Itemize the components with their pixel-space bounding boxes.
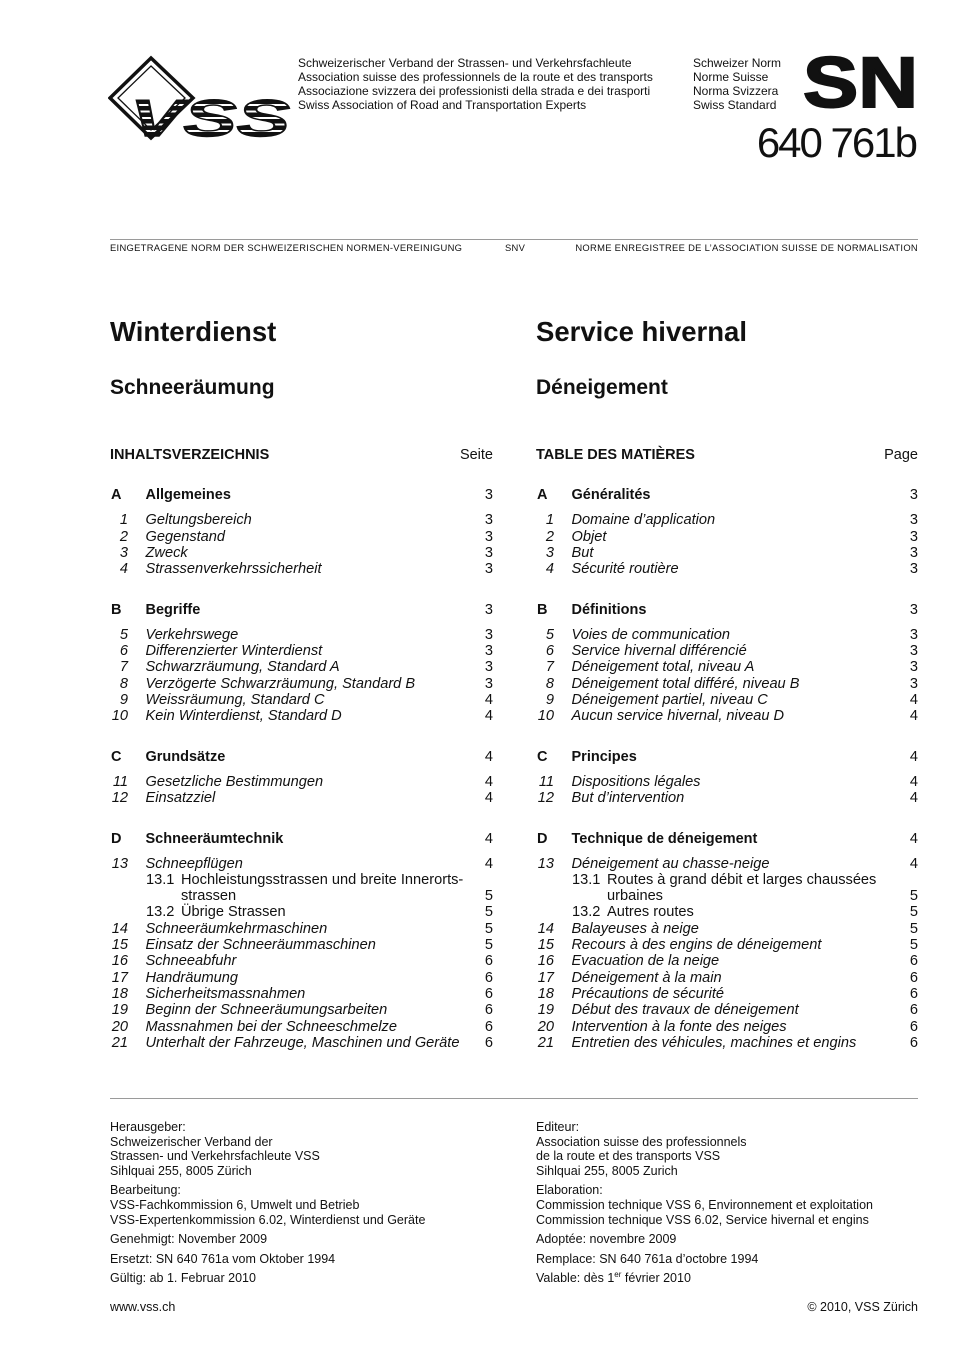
toc-subentry [110,872,493,888]
norm-labels [693,56,781,112]
toc-entry [536,545,918,561]
toc-entry-number: 9 [545,692,554,709]
toc-section-letter: C [537,748,548,765]
toc-section-row [536,749,918,765]
toc-entry-title: Intervention à la fonte des neiges [571,1018,787,1035]
toc-entry-page: 4 [484,708,493,725]
toc-entry-number: 13 [537,855,554,872]
toc-entry-title: Gesetzliche Bestimmungen [145,773,324,790]
vss-logo [108,54,296,142]
toc-entry-number: 19 [111,1002,128,1019]
footer-line: Bearbeitung: [110,1183,181,1198]
toc-subentry-continuation [110,888,493,904]
toc-entry [536,937,918,953]
toc-heading-row [536,447,918,463]
footer-info-group [536,1232,873,1247]
toc-section-title: Généralités [571,487,651,504]
toc-entry-page: 6 [484,1018,493,1035]
toc-entry-title: Déneigement à la main [571,969,722,986]
toc-entry-title: But d’intervention [571,790,685,807]
footer-info-group [536,1271,873,1286]
norm-label-it: Norma Svizzera [693,84,779,98]
toc-entry [110,986,493,1002]
toc-section-page: 3 [909,487,918,504]
toc-entry-title: Einsatzziel [145,790,216,807]
toc-entry-title: Gegenstand [145,528,226,545]
website-url: www.vss.ch [110,1300,176,1314]
footer-line-text: février 2010 [621,1271,691,1286]
toc-entry-page: 3 [484,675,493,692]
toc-entry-title: Schneeräumkehrmaschinen [145,920,328,937]
toc-section-title: Grundsätze [145,748,226,765]
norm-label-fr: Norme Suisse [693,70,769,84]
toc-entry-page: 6 [484,953,493,970]
toc-section-row [110,487,493,503]
toc-entry-page: 6 [909,985,918,1002]
toc-section-row [536,487,918,503]
footer-info-group [110,1120,425,1178]
toc-entry [110,643,493,659]
toc-entry-number: 4 [119,561,128,578]
document-subtitle-fr: Déneigement [536,376,668,399]
toc-entry [110,937,493,953]
footer-line: Ersetzt: SN 640 761a vom Oktober 1994 [110,1251,336,1266]
toc-entry [110,545,493,561]
toc-entry-page: 6 [484,985,493,1002]
footer-line: Strassen- und Verkehrsfachleute VSS [110,1149,320,1164]
organisation-name-fr: Association suisse des professionnels de la route et des transports [298,70,653,84]
toc-section-row [110,831,493,847]
footer-info-fr [536,1120,873,1286]
toc-entry-page: 3 [909,545,918,562]
registration-text-de: EINGETRAGENE NORM DER SCHWEIZERISCHEN NORMEN-VEREINIGUNG [110,242,463,253]
toc-entry-number: 11 [538,773,554,790]
toc-section-letter: A [537,487,548,504]
toc-heading: TABLE DES MATIÈRES [536,447,695,463]
footer-line: Elaboration: [536,1183,603,1198]
footer-line: VSS-Fachkommission 6, Umwelt und Betrieb [110,1197,360,1212]
toc-entry-number: 14 [537,920,554,937]
toc-entry-page: 3 [484,512,493,529]
toc-entry-number: 18 [111,985,128,1002]
toc-entry-number: 13 [111,855,128,872]
toc-entry-page: 4 [909,708,918,725]
toc-entry [536,676,918,692]
footer-line-superscript: er [614,1270,622,1280]
toc-section-title: Begriffe [145,601,201,618]
toc-entry-title: Einsatz der Schneeräummaschinen [145,937,376,954]
toc-entry [536,986,918,1002]
footer-info-group [536,1120,873,1178]
toc-entry-number: 10 [537,708,554,725]
toc-entry-title: Déneigement total différé, niveau B [571,675,800,692]
footer-line: Adoptée: novembre 2009 [536,1232,677,1247]
toc-entry-page: 4 [484,855,493,872]
toc-entry-page: 6 [909,953,918,970]
toc-entry-title: Sécurité routière [571,561,679,578]
toc-section-letter: B [111,601,122,618]
toc-section-letter: A [111,487,122,504]
toc-entry-title: Balayeuses à neige [571,920,699,937]
toc-entry [536,659,918,675]
toc-entry-page: 3 [909,626,918,643]
toc-entry-number: 14 [111,920,128,937]
toc-entry-title: Sicherheitsmassnahmen [145,985,306,1002]
toc-entry [110,708,493,724]
toc-entry-title: Déneigement total, niveau A [571,659,755,676]
toc-entry [536,1019,918,1035]
toc-entry-page: 5 [909,937,918,954]
toc-section-title: Allgemeines [145,487,231,504]
toc-entry [110,529,493,545]
table-of-contents-de [110,447,493,1051]
norm-number: 640 761b [756,119,916,166]
toc-entry-title: But [571,545,594,562]
toc-entry-number: 6 [119,643,128,660]
toc-entry-title: Unterhalt der Fahrzeuge, Maschinen und Geräte [145,1034,460,1051]
toc-entry-page: 3 [484,626,493,643]
toc-section-row [110,602,493,618]
toc-section-page: 3 [484,487,493,504]
toc-entry-number: 2 [119,528,128,545]
toc-entry [110,1035,493,1051]
footer-line: Herausgeber: [110,1120,186,1134]
toc-entry-number: 17 [537,969,554,986]
toc-entry-page: 4 [909,790,918,807]
toc-entry-number: 20 [111,1018,128,1035]
toc-section-row [536,602,918,618]
toc-section-row [536,831,918,847]
toc-subentry-page: 5 [484,888,493,905]
toc-entry-title: Handräumung [145,969,238,986]
toc-entry-page: 3 [909,561,918,578]
toc-section-letter: C [111,748,122,765]
footer-info-de [110,1120,425,1286]
toc-entry-title: Domaine d’application [571,512,716,529]
toc-entry-title: Zweck [145,545,188,562]
toc-entry-number: 17 [111,969,128,986]
toc-page-label: Page [884,447,918,463]
toc-section-title: Schneeräumtechnik [145,830,284,847]
toc-entry [110,1002,493,1018]
toc-entry-number: 18 [537,985,554,1002]
footer-line: Editeur: [536,1120,580,1134]
toc-subentry-continuation [536,888,918,904]
toc-entry-number: 1 [545,512,554,529]
toc-entry-title: Kein Winterdienst, Standard D [145,708,342,725]
toc-entry [110,921,493,937]
toc-entry-number: 5 [545,626,554,643]
toc-subentry-number: 13.1 [572,871,601,888]
toc-entry-title: Massnahmen bei der Schneeschmelze [145,1018,397,1035]
toc-entry-number: 21 [111,1034,128,1051]
footer-line: Commission technique VSS 6, Environnement et exploitation [536,1197,873,1212]
toc-entry-page: 3 [484,659,493,676]
organisation-name-en: Swiss Association of Road and Transportation Experts [298,98,587,112]
toc-entry-title: Dispositions légales [571,773,701,790]
document-subtitle-de: Schneeräumung [110,376,275,399]
toc-section-page: 3 [909,601,918,618]
toc-section-letter: D [111,830,122,847]
organisation-name-de: Schweizerischer Verband der Strassen- und Verkehrsfachleute [298,56,632,70]
toc-section-letter: B [537,601,548,618]
toc-subentry-page: 5 [484,904,493,921]
toc-entry [536,953,918,969]
toc-entry-page: 3 [484,561,493,578]
sn-logo [802,54,922,112]
toc-entry [536,774,918,790]
toc-subentry-title-line: urbaines [607,888,663,905]
toc-entry-title: Précautions de sécurité [571,985,725,1002]
toc-entry [536,561,918,577]
toc-entry-page: 5 [484,920,493,937]
toc-entry-number: 11 [112,773,128,790]
organisation-name-it: Associazione svizzera dei professionisti della strada e dei trasporti [298,84,651,98]
footer-line: VSS-Expertenkommission 6.02, Winterdienst und Geräte [110,1212,426,1227]
toc-section-page: 4 [484,748,493,765]
footer-line: Genehmigt: November 2009 [110,1232,268,1247]
toc-entry-title: Schwarzräumung, Standard A [145,659,340,676]
toc-entry-number: 21 [537,1034,554,1051]
footer-line: Remplace: SN 640 761a d’octobre 1994 [536,1251,759,1266]
norm-label-en: Swiss Standard [693,98,777,112]
toc-entry-page: 4 [909,773,918,790]
toc-section-title: Définitions [571,601,647,618]
toc-entry [110,1019,493,1035]
toc-entry [536,512,918,528]
toc-entry [110,970,493,986]
toc-entry-title: Déneigement partiel, niveau C [571,692,768,709]
toc-entry-number: 15 [537,937,554,954]
footer-line: Sihlquai 255, 8005 Zürich [110,1163,252,1178]
toc-entry-page: 4 [484,773,493,790]
toc-entry-title: Aucun service hivernal, niveau D [571,708,785,725]
toc-subentry-title-line: Routes à grand débit et larges chaussées [607,871,877,888]
toc-entry [536,529,918,545]
footer-line-text: Valable: dès 1 [536,1271,615,1286]
toc-entry-number: 8 [119,675,128,692]
footer-line: Commission technique VSS 6.02, Service hivernal et engins [536,1212,869,1227]
toc-subentry-title-line: Übrige Strassen [181,904,286,921]
toc-entry-title: Differenzierter Winterdienst [145,643,323,660]
toc-heading-row [110,447,493,463]
toc-entry-page: 3 [909,643,918,660]
toc-entry-number: 3 [119,545,128,562]
toc-entry-title: Objet [571,528,607,545]
toc-section-title: Principes [571,748,637,765]
toc-entry [110,856,493,872]
toc-entry [536,643,918,659]
toc-entry-page: 4 [484,692,493,709]
sn-logo-lettering: SN [803,54,918,112]
toc-entry-page: 6 [909,1034,918,1051]
footer-line: Schweizerischer Verband der [110,1134,273,1149]
toc-entry-number: 6 [545,643,554,660]
toc-section-row [110,749,493,765]
toc-subentry [536,872,918,888]
toc-entry-title: Evacuation de la neige [571,953,720,970]
toc-section-title: Technique de déneigement [571,830,758,847]
toc-entry-title: Beginn der Schneeräumungsarbeiten [145,1002,388,1019]
toc-entry-page: 3 [909,528,918,545]
toc-entry-number: 12 [111,790,128,807]
organisation-names [298,56,653,112]
toc-entry-page: 3 [484,528,493,545]
toc-entry-page: 5 [484,937,493,954]
footer-line: de la route et des transports VSS [536,1149,721,1164]
table-of-contents-fr [536,447,918,1051]
document-title-de: Winterdienst [110,316,277,347]
toc-entry-page: 4 [909,855,918,872]
footer-line: Gültig: ab 1. Februar 2010 [110,1271,256,1286]
toc-entry [110,561,493,577]
toc-entry-page: 3 [909,675,918,692]
toc-entry-page: 4 [484,790,493,807]
toc-subentry [536,904,918,920]
toc-entry-number: 19 [537,1002,554,1019]
footer-info-group [110,1232,425,1247]
footer-info-group [536,1252,873,1267]
toc-entry-number: 10 [111,708,128,725]
toc-entry-number: 2 [545,528,554,545]
toc-subentry-number: 13.2 [146,904,175,921]
toc-entry-title: Verzögerte Schwarzräumung, Standard B [145,675,416,692]
toc-entry [536,790,918,806]
toc-entry-page: 5 [909,920,918,937]
toc-entry [536,708,918,724]
registration-text-fr: NORME ENREGISTREE DE L’ASSOCIATION SUISSE DE NORMALISATION [575,242,918,253]
toc-entry-page: 6 [909,969,918,986]
toc-entry-title: Schneepflügen [145,855,243,872]
toc-entry [110,512,493,528]
toc-entry-title: Entretien des véhicules, machines et engins [571,1034,857,1051]
toc-entry [536,856,918,872]
toc-entry-page: 6 [484,1002,493,1019]
toc-entry-page: 6 [484,969,493,986]
toc-entry [536,970,918,986]
footer-line [536,1271,873,1286]
toc-subentry-title-line: strassen [181,888,237,905]
footer-info-group [110,1271,425,1286]
toc-entry-title: Voies de communication [571,626,730,643]
toc-entry-title: Service hivernal différencié [571,643,747,660]
toc-entry-number: 1 [119,512,128,529]
toc-entry-number: 8 [545,675,554,692]
norm-label-de: Schweizer Norm [693,56,782,70]
toc-subentry-title-line: Hochleistungsstrassen und breite Innerorts- [181,871,464,888]
toc-entry [536,921,918,937]
toc-entry-page: 3 [484,643,493,660]
toc-entry-number: 7 [119,659,128,676]
document-title-fr: Service hivernal [536,316,747,347]
toc-entry [536,1002,918,1018]
footer-info-group [110,1252,425,1267]
toc-entry-number: 15 [111,937,128,954]
toc-entry-number: 5 [119,626,128,643]
toc-entry [110,774,493,790]
toc-entry-number: 20 [537,1018,554,1035]
toc-entry-number: 4 [545,561,554,578]
toc-entry [110,659,493,675]
toc-page-label: Seite [459,447,493,463]
toc-entry-title: Déneigement au chasse-neige [571,855,770,872]
toc-entry [110,692,493,708]
footer-line: Sihlquai 255, 8005 Zurich [536,1163,678,1178]
toc-entry-number: 16 [537,953,554,970]
toc-entry-title: Début des travaux de déneigement [571,1002,799,1019]
toc-subentry-number: 13.1 [146,871,175,888]
toc-entry-page: 6 [909,1018,918,1035]
toc-entry-title: Strassenverkehrssicherheit [145,561,322,578]
toc-subentry-page: 5 [909,888,918,905]
toc-entry-number: 3 [545,545,554,562]
toc-entry-number: 16 [111,953,128,970]
toc-entry-page: 3 [909,659,918,676]
footer-line: Association suisse des professionnels [536,1134,747,1149]
toc-entry-title: Recours à des engins de déneigement [571,937,822,954]
logo-lettering: VSS [130,90,291,142]
toc-entry [110,790,493,806]
footer-divider [110,1098,918,1099]
registration-abbreviation: SNV [505,242,526,253]
toc-section-page: 4 [909,748,918,765]
toc-entry-title: Schneeabfuhr [145,953,237,970]
toc-subentry-page: 5 [909,904,918,921]
copyright-notice: © 2010, VSS Zürich [807,1300,918,1314]
toc-entry-number: 7 [545,659,554,676]
toc-entry-page: 3 [909,512,918,529]
toc-entry [110,676,493,692]
toc-section-page: 4 [484,830,493,847]
toc-section-letter: D [537,830,548,847]
toc-entry [536,692,918,708]
toc-entry-title: Geltungsbereich [145,512,252,529]
toc-section-page: 3 [484,601,493,618]
header-divider [110,239,918,240]
toc-entry [536,1035,918,1051]
toc-entry [110,627,493,643]
footer-info-group [110,1183,425,1227]
toc-subentry-number: 13.2 [572,904,601,921]
toc-subentry [110,904,493,920]
toc-entry-page: 6 [484,1034,493,1051]
toc-entry-title: Weissräumung, Standard C [145,692,325,709]
toc-entry-number: 12 [537,790,554,807]
footer-info-group [536,1183,873,1227]
toc-entry-page: 3 [484,545,493,562]
toc-entry-title: Verkehrswege [145,626,239,643]
toc-heading: INHALTSVERZEICHNIS [110,447,270,463]
toc-entry [536,627,918,643]
toc-section-page: 4 [909,830,918,847]
toc-entry-page: 4 [909,692,918,709]
toc-entry-page: 6 [909,1002,918,1019]
toc-entry-number: 9 [119,692,128,709]
toc-entry [110,953,493,969]
toc-subentry-title-line: Autres routes [607,904,694,921]
